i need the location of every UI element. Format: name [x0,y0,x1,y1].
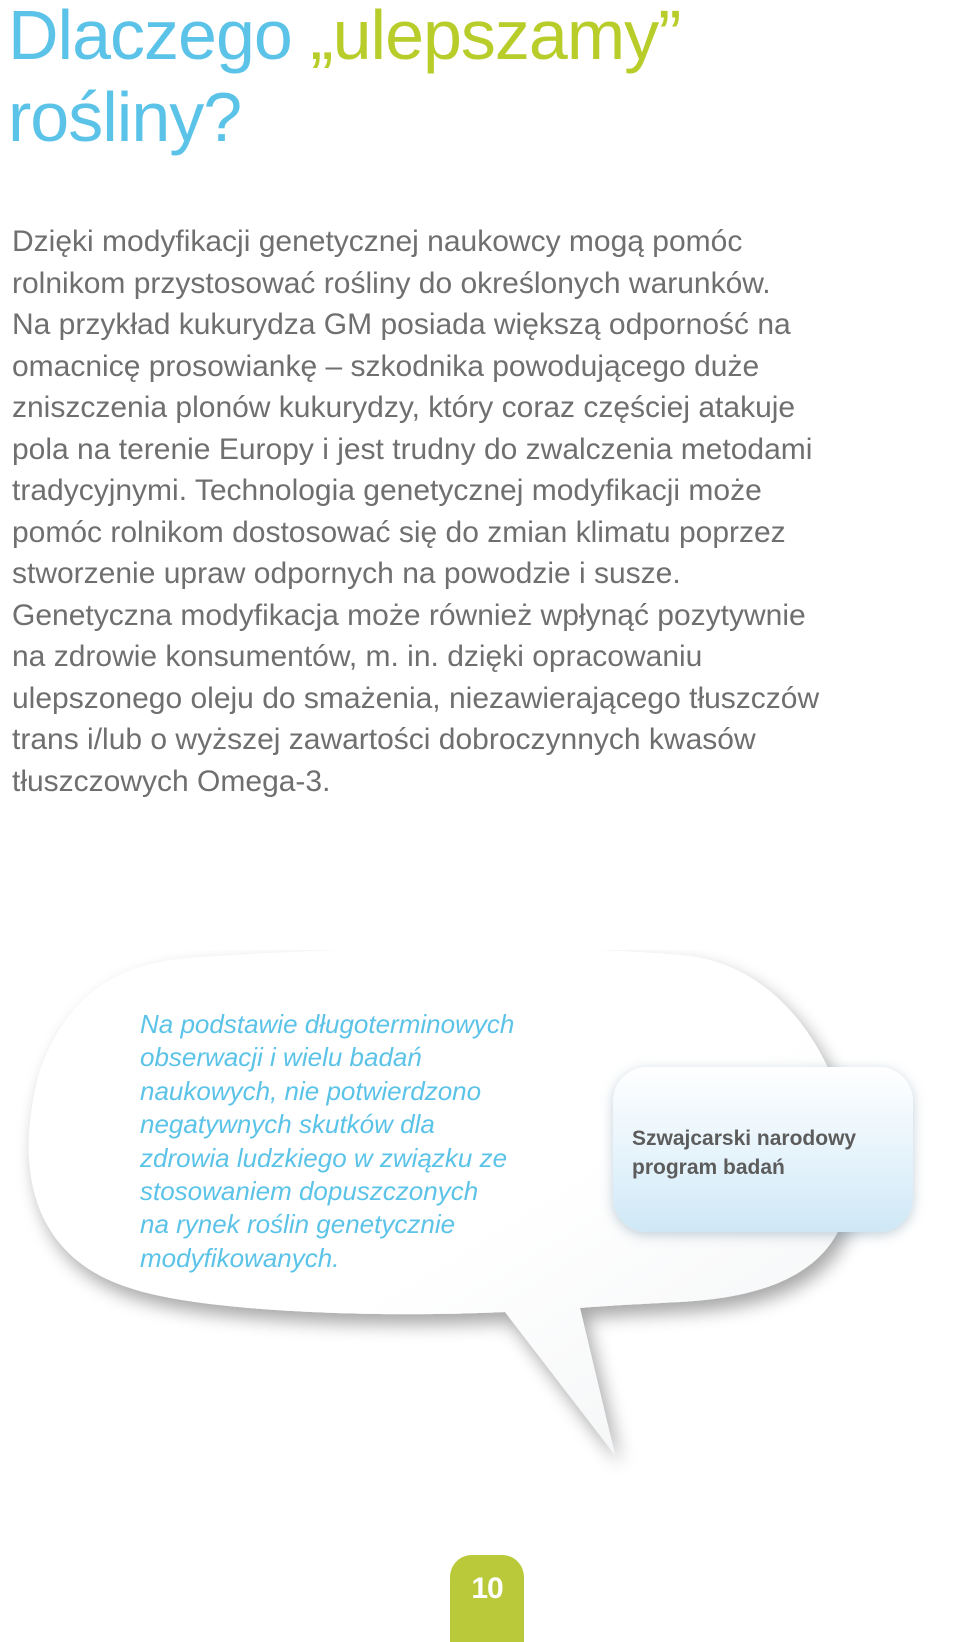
title-accent: „ulepszamy” [310,0,681,74]
quote-source: Szwajcarski narodowy program badań [632,1127,857,1179]
title-part-1: Dlaczego [8,0,311,74]
page-number: 10 [471,1572,503,1605]
title-part-2: rośliny? [8,78,242,156]
body-paragraph: Dzięki modyfikacji genetycznej naukowcy mogą pomóc rolnikom przystosować rośliny do określonych warunków. Na przykład kukurydza GM posiada większą odporność na omacnicę prosowiankę – szkodnika powodującego duże zniszczenia plonów kukurydzy, który coraz częściej atakuje pola na terenie Europy i jest trudny do zwalczenia metodami tradycyjnymi. Technologia genetycznej modyfikacji może pomóc rolnikom dostosować się do zmian klimatu poprzez stworzenie upraw odpornych na powodzie i susze. Genetyczna modyfikacja może również wpłynąć pozytywnie na zdrowie konsumentów, m. in. dzięki opracowaniu ulepszonego oleju do smażenia, niezawierającego tłuszczów trans i/lub o wyższej zawartości dobroczynnych kwasów tłuszczowych Omega-3. [12,225,820,798]
page-title [8,0,681,158]
quote-text: Na podstawie długoterminowych obserwacji i wielu badań naukowych, nie potwierdzono negatywnych skutków dla zdrowia ludzkiego w związku ze stosowaniem dopuszczonych na rynek roślin genetycznie modyfikowanych. [140,1009,515,1273]
